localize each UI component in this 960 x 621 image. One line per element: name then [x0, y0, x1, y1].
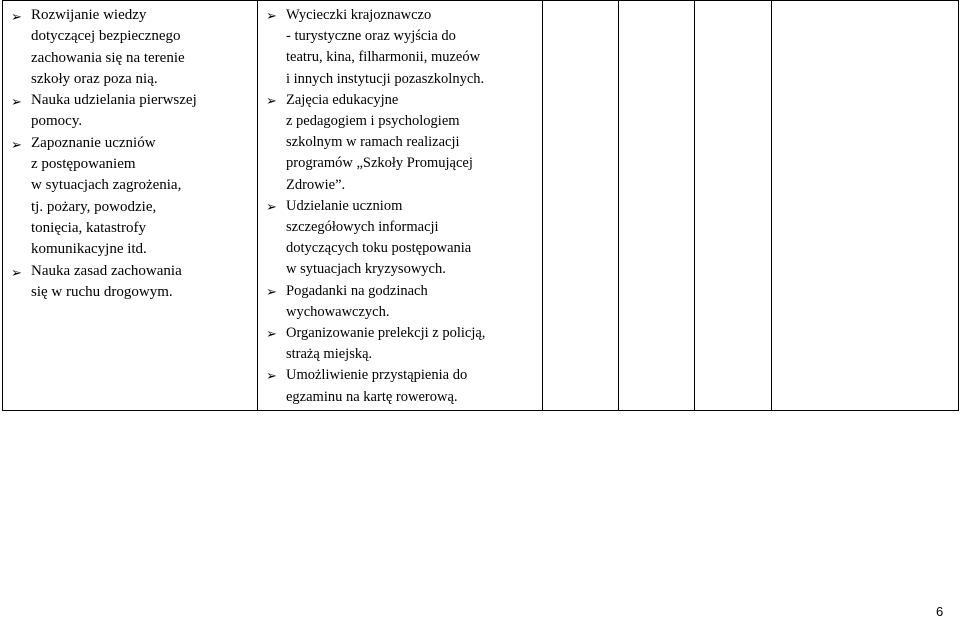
- list-item: ➢ Rozwijanie wiedzy dotyczącej bezpiecznego zachowania się na terenie szkoły oraz poza nią.: [11, 7, 185, 87]
- arrow-bullet-icon: ➢: [11, 95, 22, 111]
- cell-empty-1: [543, 1, 619, 411]
- list-item: ➢ Udzielanie uczniom szczegółowych informacji dotyczących toku postępowania w sytuacjach kryzysowych.: [266, 197, 472, 278]
- arrow-bullet-icon: ➢: [266, 369, 277, 385]
- arrow-bullet-icon: ➢: [11, 137, 22, 153]
- plan-table: [2, 0, 959, 411]
- list-item: ➢ Nauka udzielania pierwszej pomocy.: [11, 92, 197, 130]
- list-item: ➢ Pogadanki na godzinach wychowawczych.: [266, 282, 428, 320]
- arrow-bullet-icon: ➢: [266, 327, 277, 343]
- arrow-bullet-icon: ➢: [266, 199, 277, 215]
- list-item: ➢ Wycieczki krajoznawczo - turystyczne oraz wyjścia do teatru, kina, filharmonii, muzeów i innych instytucji pozaszkolnych.: [266, 7, 485, 87]
- cell-objectives: [3, 1, 258, 411]
- table-row: [3, 1, 959, 411]
- cell-activities: [258, 1, 543, 411]
- cell-empty-2: [619, 1, 695, 411]
- cell-empty-3: [695, 1, 772, 411]
- arrow-bullet-icon: ➢: [11, 10, 22, 25]
- list-item: ➢ Nauka zasad zachowania się w ruchu drogowym.: [11, 262, 182, 300]
- arrow-bullet-icon: ➢: [266, 9, 277, 24]
- activities-list: [264, 5, 536, 408]
- cell-empty-4: [772, 1, 959, 411]
- arrow-bullet-icon: ➢: [266, 93, 277, 109]
- list-item: ➢ Zajęcia edukacyjne z pedagogiem i psychologiem szkolnym w ramach realizacji programów „Szkoły Promującej Zdrowie”.: [266, 91, 473, 193]
- objectives-list: [9, 5, 251, 303]
- list-item: ➢ Organizowanie prelekcji z policją, strażą miejską.: [266, 325, 486, 363]
- arrow-bullet-icon: ➢: [11, 265, 22, 281]
- page-number: 6: [936, 604, 944, 619]
- list-item: ➢ Zapoznanie uczniów z postępowaniem w sytuacjach zagrożenia, tj. pożary, powodzie, tonięcia, katastrofy komunikacyjne itd.: [11, 134, 182, 258]
- list-item: ➢ Umożliwienie przystąpienia do egzaminu na kartę rowerową.: [266, 367, 468, 405]
- arrow-bullet-icon: ➢: [266, 284, 277, 300]
